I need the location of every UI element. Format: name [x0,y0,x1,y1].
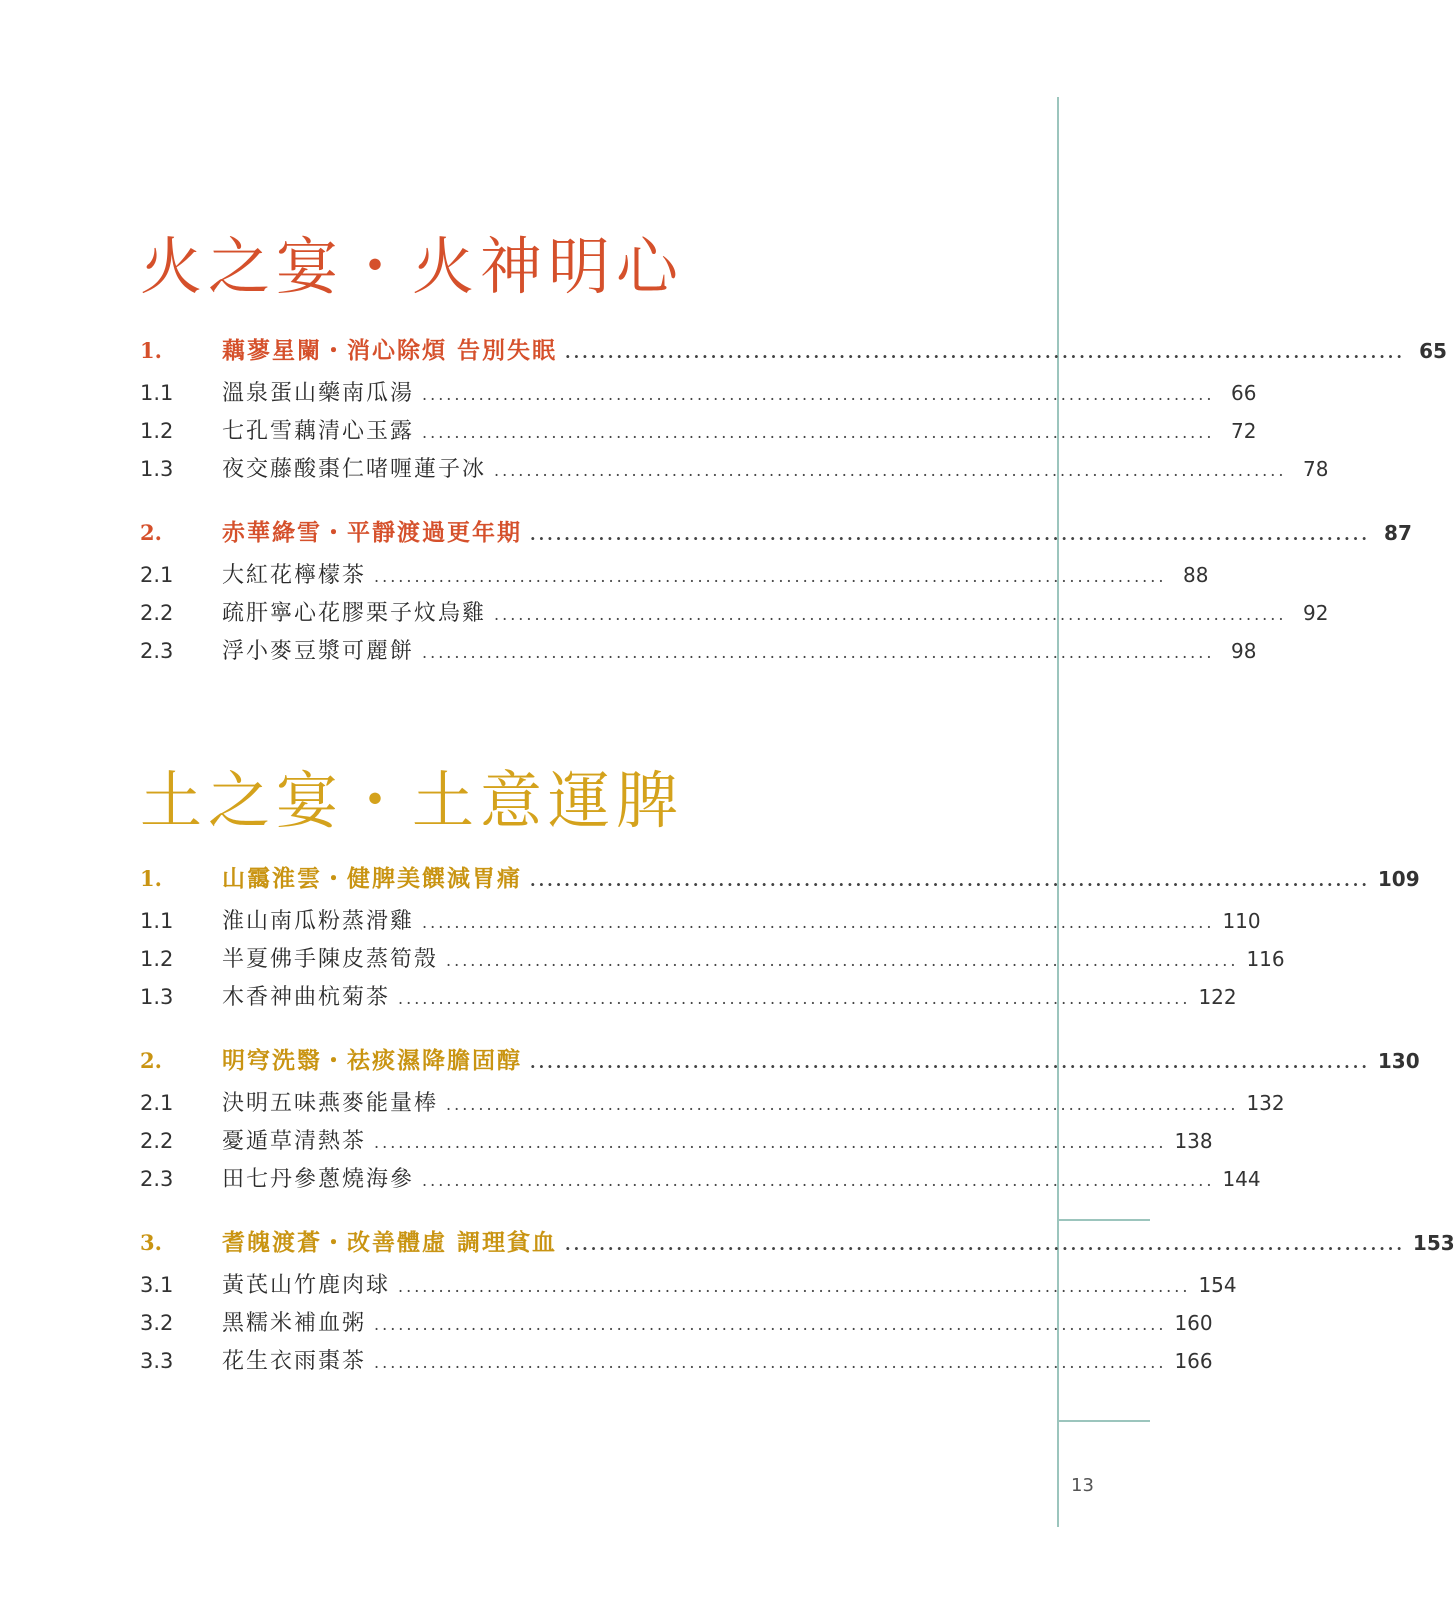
entry-number: 1.2 [140,419,174,443]
entry-number: 3.3 [140,1349,174,1373]
page-number: 13 [1071,1475,1094,1496]
toc-section-fire [140,222,1447,670]
entry-number: 2.3 [140,639,174,663]
entry-page: 130 [1377,1049,1420,1073]
toc-chapter-entry[interactable] [140,328,1447,374]
entry-title: 田七丹參蔥燒海參 [222,1167,415,1192]
dot-leader: .................................................................................................. [446,951,1239,970]
entry-number: 2.2 [140,1129,174,1153]
entry-page: 92 [1302,601,1329,625]
toc-entry[interactable] [140,594,1329,632]
toc-entry[interactable] [140,1160,1261,1198]
toc-group [140,856,1420,1016]
entry-title: 淮山南瓜粉蒸滑雞 [222,909,415,934]
entry-page: 144 [1222,1167,1261,1191]
entry-page: 66 [1230,381,1257,405]
dot-leader: .................................................................................................. [494,605,1287,624]
entry-title: 浮小麥豆漿可麗餅 [222,639,415,664]
toc-entry[interactable] [140,1304,1213,1342]
entry-page: 116 [1246,947,1285,971]
margin-horizontal-rule [1057,1219,1150,1221]
entry-title: 木香神曲杭菊茶 [222,985,391,1010]
dot-leader: .................................................................................................. [374,567,1167,586]
entry-page: 153 [1412,1231,1455,1255]
dot-leader: .................................................................................................. [565,343,1405,362]
entry-title: 花生衣雨棗茶 [222,1349,367,1374]
toc-entry[interactable] [140,374,1257,412]
margin-horizontal-rule [1057,1420,1150,1422]
entry-title: 決明五味燕麥能量棒 [222,1091,439,1116]
entry-title: 赤華絳雪・平靜渡過更年期 [222,519,522,546]
toc-entry[interactable] [140,556,1209,594]
entry-page: 122 [1198,985,1237,1009]
entry-title: 黃芪山竹鹿肉球 [222,1273,391,1298]
entry-page: 166 [1174,1349,1213,1373]
dot-leader: .................................................................................................. [422,385,1215,404]
entry-number: 1. [140,338,162,363]
dot-leader: .................................................................................................. [422,913,1215,932]
entry-title: 大紅花檸檬茶 [222,563,367,588]
entry-title: 藕蓼星闌・消心除煩 告別失眠 [222,337,558,364]
entry-page: 132 [1246,1091,1285,1115]
entry-number: 1. [140,866,162,891]
toc-chapter-entry[interactable] [140,856,1420,902]
toc-entry[interactable] [140,1084,1285,1122]
section-heading: 土之宴・土意運脾 [140,764,685,837]
entry-number: 2. [140,520,162,545]
entry-page: 87 [1384,521,1412,545]
entry-number: 2.1 [140,1091,174,1115]
entry-title: 七孔雪藕清心玉露 [222,419,415,444]
toc-group [140,510,1412,670]
entry-number: 1.2 [140,947,174,971]
dot-leader: .................................................................................................. [422,1171,1215,1190]
dot-leader: .................................................................................................. [565,1235,1405,1254]
toc-entry[interactable] [140,450,1329,488]
dot-leader: .................................................................................................. [398,1277,1191,1296]
entry-title: 疏肝寧心花膠栗子炆烏雞 [222,601,487,626]
dot-leader: .................................................................................................. [530,525,1370,544]
dot-leader: .................................................................................................. [422,423,1215,442]
toc-entry[interactable] [140,1266,1237,1304]
toc-entry[interactable] [140,940,1285,978]
entry-number: 3.1 [140,1273,174,1297]
entry-title: 憂遁草清熱茶 [222,1129,367,1154]
dot-leader: .................................................................................................. [446,1095,1239,1114]
dot-leader: .................................................................................................. [422,643,1215,662]
toc-entry[interactable] [140,412,1257,450]
toc-section-earth [140,756,1455,1380]
entry-title: 溫泉蛋山藥南瓜湯 [222,381,415,406]
toc-group [140,1220,1455,1380]
entry-page: 160 [1174,1311,1213,1335]
entry-page: 110 [1222,909,1261,933]
dot-leader: .................................................................................................. [374,1315,1167,1334]
entry-page: 65 [1419,339,1447,363]
toc-group [140,1038,1420,1198]
entry-number: 2.1 [140,563,174,587]
entry-page: 98 [1230,639,1257,663]
entry-page: 72 [1230,419,1257,443]
section-heading: 火之宴・火神明心 [140,230,685,303]
dot-leader: .................................................................................................. [398,989,1191,1008]
entry-number: 2. [140,1048,162,1073]
entry-title: 半夏佛手陳皮蒸筍殼 [222,947,439,972]
entry-number: 3.2 [140,1311,174,1335]
toc-chapter-entry[interactable] [140,1038,1420,1084]
entry-number: 1.3 [140,985,174,1009]
entry-page: 109 [1377,867,1420,891]
entry-title: 山靄淮雲・健脾美饌減胃痛 [222,865,522,892]
toc-entry[interactable] [140,1122,1213,1160]
entry-number: 1.1 [140,909,174,933]
entry-number: 2.2 [140,601,174,625]
toc-entry[interactable] [140,1342,1213,1380]
dot-leader: .................................................................................................. [374,1133,1167,1152]
entry-title: 明穹洗翳・祛痰濕降膽固醇 [222,1047,522,1074]
toc-chapter-entry[interactable] [140,510,1412,556]
entry-page: 78 [1302,457,1329,481]
dot-leader: .................................................................................................. [374,1353,1167,1372]
entry-title: 夜交藤酸棗仁啫喱蓮子冰 [222,457,487,482]
dot-leader: .................................................................................................. [530,871,1370,890]
toc-entry[interactable] [140,902,1261,940]
entry-page: 88 [1182,563,1209,587]
toc-entry[interactable] [140,978,1237,1016]
toc-chapter-entry[interactable] [140,1220,1455,1266]
dot-leader: .................................................................................................. [530,1053,1370,1072]
entry-number: 2.3 [140,1167,174,1191]
entry-page: 138 [1174,1129,1213,1153]
dot-leader: .................................................................................................. [494,461,1287,480]
entry-page: 154 [1198,1273,1237,1297]
entry-number: 1.3 [140,457,174,481]
entry-number: 3. [140,1230,162,1255]
toc-group [140,328,1447,488]
entry-title: 耆魄渡蒼・改善體虛 調理貧血 [222,1229,558,1256]
entry-title: 黑糯米補血粥 [222,1311,367,1336]
toc-entry[interactable] [140,632,1257,670]
entry-number: 1.1 [140,381,174,405]
